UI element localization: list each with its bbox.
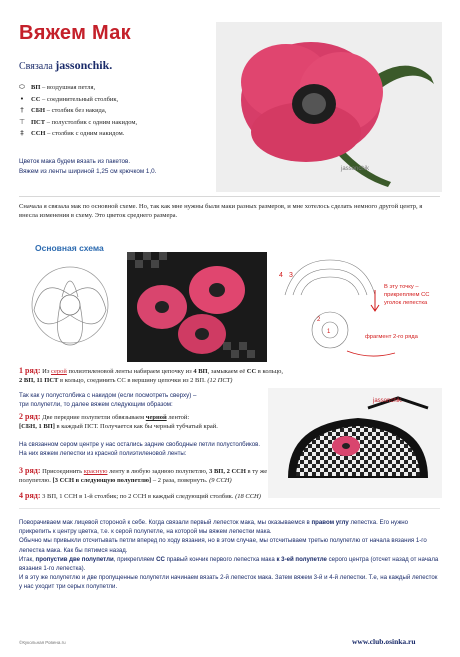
poppy-photo-main bbox=[216, 22, 442, 192]
fragment-note: фрагмент 2-го ряда bbox=[365, 334, 418, 340]
text: [СБН, 1 ВП] bbox=[19, 423, 55, 431]
divider bbox=[19, 196, 440, 197]
text: лентой: bbox=[166, 414, 190, 421]
legend-abbr: СБН bbox=[31, 107, 46, 115]
poppy-main-image bbox=[216, 22, 442, 192]
author-prefix: Связала bbox=[19, 61, 56, 72]
text: , замыкаем её bbox=[207, 368, 247, 375]
schema-title: Основная схема bbox=[35, 243, 104, 253]
step-row-2 bbox=[19, 412, 269, 432]
text: 3 ВП, 1 ССН в 1-й столбик; по 2 ССН в каждый следующий столбик. bbox=[40, 493, 236, 500]
intro-text bbox=[19, 157, 219, 176]
row-1-label: 1 ряд: bbox=[19, 366, 41, 375]
arrow-fragment-icon bbox=[347, 351, 395, 356]
text: в каждый ПСТ. Получается как бы черный тубчатый край. bbox=[54, 423, 218, 431]
text: полупетлю. bbox=[19, 477, 53, 485]
text: в кольцо, bbox=[256, 368, 284, 375]
text: [3 ССН в следующую полупетлю] bbox=[52, 477, 152, 485]
legend-item-pst bbox=[17, 117, 207, 129]
legend-text: – столбик без накида, bbox=[45, 107, 107, 115]
poppy-photo-headband bbox=[268, 388, 442, 498]
final-p4: И в эту же полупетлю и две пропущенные полупетли начинаем вязать 2-й лепесток мака. Затем вяжем 3-й и 4-й лепестки. Т.е, на каждый лепесток у нас уходит три серых полупетли. bbox=[19, 574, 438, 591]
text: правом углу bbox=[311, 519, 349, 526]
modified-schema-diagram bbox=[275, 255, 450, 365]
text: к 3-ей полупетле bbox=[276, 555, 327, 563]
author-name: jassonchik. bbox=[55, 58, 113, 72]
note-line-1: Так как у полустолбика с накидом (если посмотреть сверху) – bbox=[19, 392, 197, 399]
poppy-photo-trio bbox=[127, 252, 267, 362]
black-word: черной bbox=[145, 414, 167, 421]
label-3: 3 bbox=[289, 272, 293, 279]
label-4: 4 bbox=[279, 272, 283, 279]
text: (9 ССН) bbox=[209, 477, 232, 485]
text: в кольцо, соединить СС в вершину цепочки из 2 ВП. bbox=[58, 377, 208, 385]
text: СС bbox=[246, 368, 257, 375]
text: ленту в любую заднюю полупетлю, bbox=[107, 468, 210, 475]
red-word: красную bbox=[83, 468, 108, 475]
legend-item-ss bbox=[17, 94, 207, 106]
attach-note: В эту точку – прикрепляем СС уголок лепестка bbox=[384, 284, 430, 306]
legend-abbr: ССН bbox=[31, 130, 46, 138]
row-3-label: 3 ряд: bbox=[19, 466, 41, 475]
basic-schema-diagram bbox=[22, 255, 118, 351]
author-line bbox=[19, 58, 112, 73]
text: серого центра (отсчет назад от начала вязания 1-го лепестка). bbox=[19, 555, 439, 573]
chain-oval-icon: ⬭ bbox=[19, 83, 25, 91]
note-line-2: три полупетли, то далее вяжем следующим образом: bbox=[19, 401, 173, 409]
half-double-crochet-icon: ⊤ bbox=[18, 117, 26, 126]
photo1-watermark: jassonchik bbox=[341, 166, 370, 172]
single-crochet-icon: † bbox=[20, 106, 24, 115]
label-2: 2 bbox=[317, 317, 321, 323]
stitch-legend bbox=[17, 82, 207, 140]
assembly-instructions bbox=[19, 518, 439, 592]
text: (18 ССН) bbox=[235, 493, 261, 500]
text: полиэтиленовой ленты набираем цепочку из bbox=[66, 368, 194, 375]
note-half-loops bbox=[19, 391, 264, 410]
photo3-watermark: jassonchik. bbox=[373, 398, 403, 404]
text: Из bbox=[40, 368, 52, 375]
intro-line-2: Вяжем из ленты шириной 1,25 см крючком 1,0. bbox=[19, 167, 157, 175]
label-1: 1 bbox=[327, 329, 331, 335]
text: СС bbox=[156, 555, 165, 563]
text: пропустив две полупетли bbox=[35, 555, 114, 563]
final-p3 bbox=[19, 555, 439, 573]
text: 2 ВП, 11 ПСТ bbox=[19, 377, 59, 385]
legend-text: – воздушная петля, bbox=[40, 84, 96, 91]
grey-word: серой bbox=[51, 368, 67, 375]
final-p2: Обычно мы привыкли отсчитывать петли вперед по ходу вязания, но в этом случае, мы отсчитываем третью полупетлю от начала вязания 1-го лепестка мака. Как бы пятимся назад. bbox=[19, 537, 427, 554]
final-p1 bbox=[19, 518, 439, 536]
legend-text: – столбик с одним накидом. bbox=[45, 130, 125, 138]
step-row-1 bbox=[19, 366, 439, 386]
double-crochet-icon: ‡ bbox=[20, 129, 24, 138]
text: в ту же bbox=[245, 468, 268, 475]
poppy-trio-image bbox=[127, 252, 267, 362]
note-back-loops bbox=[19, 440, 269, 459]
legend-item-ch bbox=[17, 82, 207, 94]
text: Поворачиваем мак лицевой стороной к себе. Когда связали первый лепесток мака, мы оказываемся в bbox=[19, 519, 312, 526]
text: 4 ВП bbox=[193, 368, 208, 375]
legend-abbr: СС bbox=[31, 95, 41, 103]
row-4-label: 4 ряд: bbox=[19, 491, 41, 500]
text: правый кончик первого лепестка мака bbox=[164, 555, 277, 563]
text: Две передние полупетли обвязываем bbox=[40, 414, 146, 421]
text: (12 ПСТ) bbox=[207, 377, 233, 385]
description-paragraph: Сначала я связала мак по основной схеме. Но, так как мне нужны были маки разных размеров, и мне хотелось сделать немного другой центр, я внесла изменения в схему. Это цветок среднего размера. bbox=[19, 203, 423, 220]
text: лепестка. Его нужно прикрепить к центру цветка, т.е. к серой полупетле, на которой мы вяжем лепестки мака. bbox=[19, 519, 409, 536]
legend-abbr: ВП bbox=[31, 84, 41, 91]
note-line-3: На связанном сером центре у нас остались задние свободные петли полустолбиков. bbox=[19, 441, 261, 448]
legend-abbr: ПСТ bbox=[31, 118, 46, 126]
legend-item-ssn bbox=[17, 128, 207, 140]
text: Итак, bbox=[19, 555, 36, 563]
slip-stitch-dot-icon: • bbox=[19, 94, 25, 103]
row-2-label: 2 ряд: bbox=[19, 412, 41, 421]
legend-text: – полустолбик с одним накидом, bbox=[45, 118, 138, 126]
footer-copyright: ©Кукольная Ровена.ru bbox=[19, 640, 66, 645]
text: – 2 раза, повернуть. bbox=[151, 477, 210, 485]
divider bbox=[19, 508, 440, 509]
footer-site-link[interactable]: www.club.osinka.ru bbox=[352, 637, 416, 646]
legend-item-sbn bbox=[17, 105, 207, 117]
text: 3 ВП, 2 ССН bbox=[209, 468, 246, 475]
text: Присоединить bbox=[40, 468, 84, 475]
note-line-4: На них вяжем лепестки из красной полиэтиленовой ленты: bbox=[19, 450, 187, 458]
intro-line-1: Цветок мака будем вязать из пакетов. bbox=[19, 158, 131, 165]
page-title: Вяжем Мак bbox=[19, 22, 131, 44]
headband-image bbox=[268, 388, 442, 498]
legend-text: – соединительный столбик, bbox=[40, 95, 119, 103]
text: , прикрепляем bbox=[113, 555, 157, 563]
